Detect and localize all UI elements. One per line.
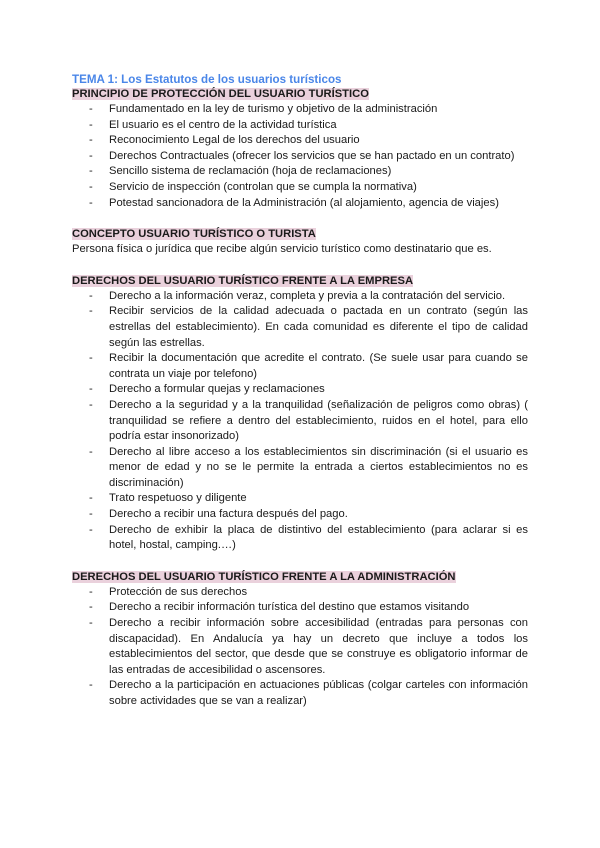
list-item: - Derecho a recibir información sobre accesibilidad (entradas para personas con discapacidad). En Andalucía ya hay un decreto que incluye a todos los establecimientos del sector, que desde que se construye es obligatorio informar de las entradas de accesibilidad o ascensores. (72, 616, 528, 678)
list-item: - Derecho de exhibir la placa de distintivo del establecimiento (para aclarar si es hotel, hostal, camping.…) (72, 523, 528, 554)
list-item: - Sencillo sistema de reclamación (hoja de reclamaciones) (72, 164, 528, 180)
list-item: - Reconocimiento Legal de los derechos del usuario (72, 133, 528, 149)
list-item: - Derecho a la información veraz, completa y previa a la contratación del servicio. (72, 289, 528, 305)
list-item: - Derecho a recibir información turística del destino que estamos visitando (72, 600, 528, 616)
list-item: - Fundamentado en la ley de turismo y objetivo de la administración (72, 102, 528, 118)
list-item: - El usuario es el centro de la actividad turística (72, 118, 528, 134)
list-item: - Protección de sus derechos (72, 585, 528, 601)
list-item: - Potestad sancionadora de la Administración (al alojamiento, agencia de viajes) (72, 196, 528, 212)
list-proteccion (72, 102, 528, 211)
section-heading-concepto: CONCEPTO USUARIO TURÍSTICO O TURISTA (72, 228, 316, 241)
section-heading-proteccion: PRINCIPIO DE PROTECCIÓN DEL USUARIO TURÍSTICO (72, 88, 369, 100)
list-item: - Derecho a la seguridad y a la tranquilidad (señalización de peligros como obras) ( tranquilidad se refiere a dentro del establecimiento, ruidos en el hotel, para ello podría estar insonorizado) (72, 398, 528, 445)
section-heading-empresa: DERECHOS DEL USUARIO TURÍSTICO FRENTE A LA EMPRESA (72, 274, 414, 287)
list-item: - Recibir la documentación que acredite el contrato. (Se suele usar para cuando se contrata un viaje por telefono) (72, 351, 528, 382)
list-item: - Derecho a recibir una factura después del pago. (72, 507, 528, 523)
list-item: - Derecho a formular quejas y reclamaciones (72, 382, 528, 398)
list-empresa (72, 289, 528, 554)
section-heading-administracion: DERECHOS DEL USUARIO TURÍSTICO FRENTE A LA ADMINISTRACIÓN (72, 570, 456, 583)
list-item: - Trato respetuoso y diligente (72, 491, 528, 507)
document-body (72, 72, 528, 710)
list-item: - Derechos Contractuales (ofrecer los servicios que se han pactado en un contrato) (72, 149, 528, 165)
list-item: - Derecho a la participación en actuaciones públicas (colgar carteles con información sobre actividades que se van a realizar) (72, 678, 528, 709)
list-administracion (72, 585, 528, 710)
document-title: TEMA 1: Los Estatutos de los usuarios turísticos (72, 73, 342, 86)
list-item: - Derecho al libre acceso a los establecimientos sin discriminación (si el usuario es menor de edad y no se le permite la entrada a ciertos establecimientos no es discriminación) (72, 445, 528, 492)
list-item: - Recibir servicios de la calidad adecuada o pactada en un contrato (según las estrellas del establecimiento). En cada comunidad es diferente el tipo de calidad según las estrellas. (72, 304, 528, 351)
concepto-paragraph: Persona física o jurídica que recibe algún servicio turístico como destinatario que es. (72, 243, 492, 256)
list-item: - Servicio de inspección (controlan que se cumpla la normativa) (72, 180, 528, 196)
